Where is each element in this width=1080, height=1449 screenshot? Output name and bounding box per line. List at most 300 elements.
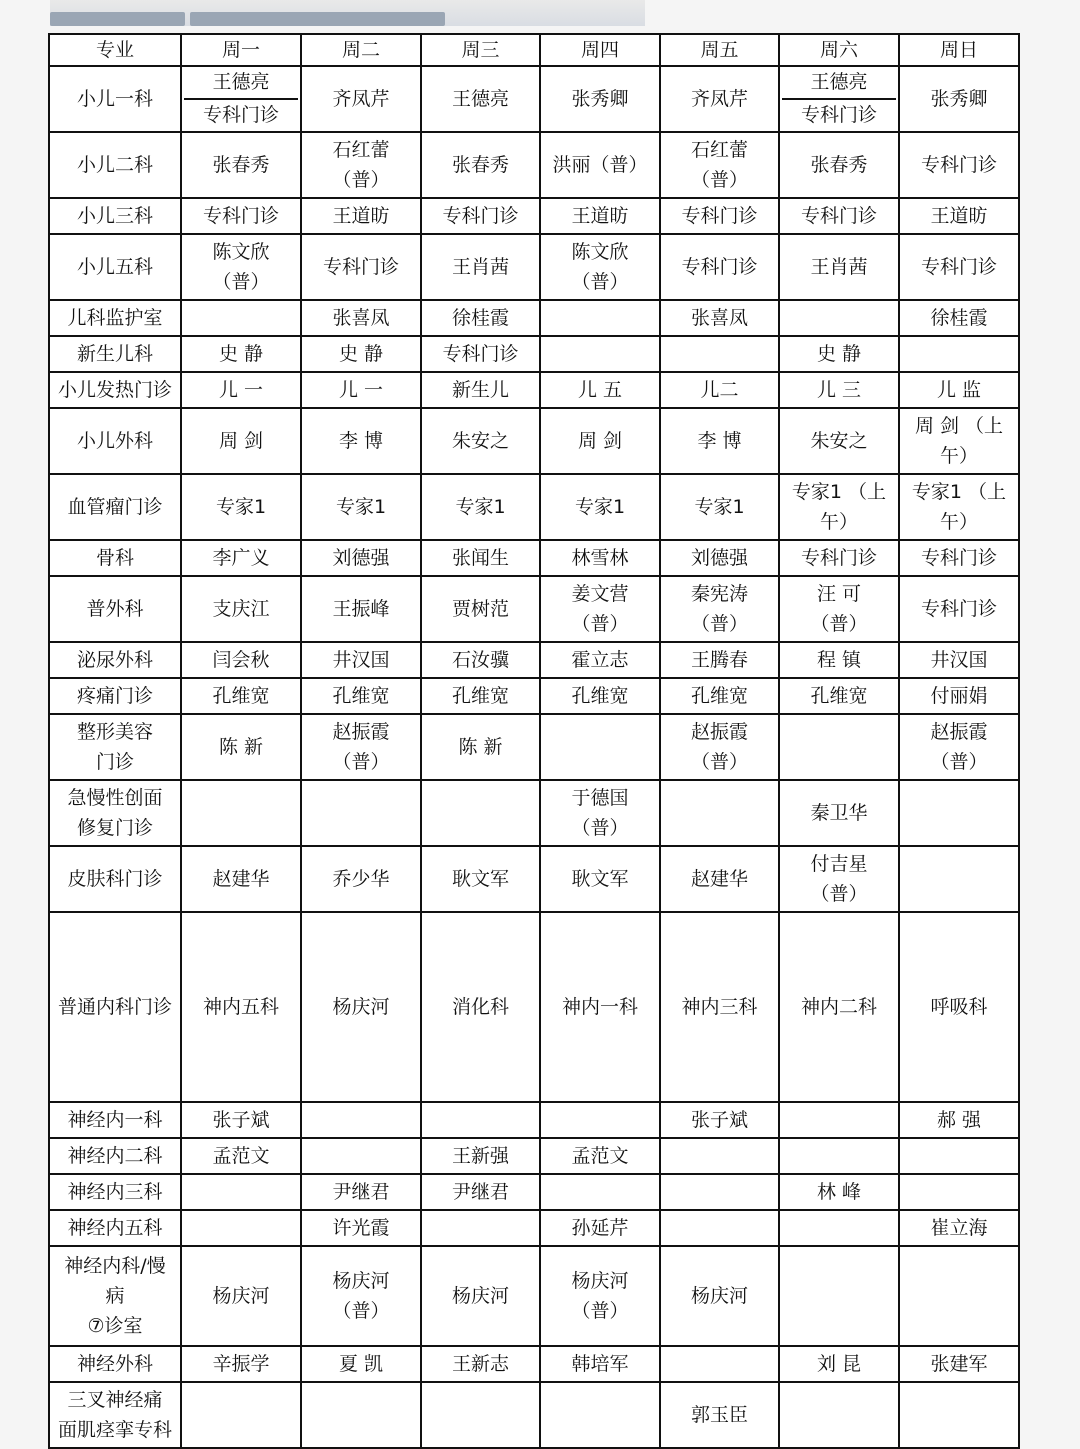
- cell-text: 王肖茜: [451, 256, 509, 278]
- department-name: 三叉神经痛: [67, 1389, 163, 1411]
- schedule-cell: [540, 234, 660, 300]
- department-cell: [49, 540, 181, 576]
- cell-text: 杨庆河: [451, 1285, 509, 1307]
- cell-text: 刘德强: [690, 547, 748, 569]
- cell-text: 专科门诊: [920, 154, 997, 176]
- schedule-cell: [779, 1246, 899, 1346]
- cell-text: 儿 一: [338, 379, 384, 401]
- cell-text: 郝 强: [936, 1109, 982, 1131]
- schedule-cell: [779, 336, 899, 372]
- table-row: [49, 1138, 1019, 1174]
- table-row: [49, 198, 1019, 234]
- header-cell-day: 周日: [899, 34, 1019, 66]
- table-row: [49, 336, 1019, 372]
- cell-text: 霍立志: [571, 649, 629, 671]
- cell-text: 孔维宽: [690, 685, 748, 707]
- schedule-cell: [540, 408, 660, 474]
- cell-text: 专科门诊: [202, 104, 279, 126]
- cell-text: （普）: [571, 817, 629, 839]
- schedule-cell: [181, 780, 301, 846]
- schedule-cell: [540, 198, 660, 234]
- table-row: [49, 300, 1019, 336]
- department-cell: [49, 912, 181, 1102]
- schedule-cell: [540, 1174, 660, 1210]
- schedule-cell: [181, 912, 301, 1102]
- department-cell: [49, 66, 181, 132]
- cell-text: 耿文军: [571, 868, 629, 890]
- cell-text: 午）: [819, 511, 858, 533]
- schedule-cell: [899, 912, 1019, 1102]
- schedule-cell: [301, 540, 421, 576]
- cell-text: 孟范文: [571, 1145, 629, 1167]
- table-row: [49, 912, 1019, 1102]
- schedule-cell: [421, 1246, 540, 1346]
- cell-text: （普）: [212, 271, 270, 293]
- schedule-cell: [779, 1102, 899, 1138]
- department-name: 普通内科门诊: [57, 996, 172, 1018]
- cell-text: 杨庆河: [212, 1285, 270, 1307]
- schedule-cell: [540, 540, 660, 576]
- department-name: 皮肤科门诊: [67, 868, 163, 890]
- cell-text: 郭玉臣: [690, 1404, 748, 1426]
- cell-text: 杨庆河: [332, 1270, 390, 1292]
- cell-text: 王道昉: [930, 205, 988, 227]
- table-row: [49, 780, 1019, 846]
- schedule-cell: [421, 1102, 540, 1138]
- cell-text: 张建军: [930, 1353, 988, 1375]
- cell-text: 专科门诊: [920, 256, 997, 278]
- header-cell-day: 周一: [181, 34, 301, 66]
- cell-text: 于德国: [571, 787, 629, 809]
- cell-text: 孔维宽: [571, 685, 629, 707]
- schedule-cell: [540, 372, 660, 408]
- schedule-cell: [181, 66, 301, 132]
- cell-text: （普）: [690, 751, 748, 773]
- cell-text: （普）: [332, 1300, 390, 1322]
- cell-text: 秦卫华: [810, 802, 868, 824]
- department-name: 小儿二科: [76, 154, 153, 176]
- cell-text: 韩培军: [571, 1353, 629, 1375]
- schedule-cell: [421, 336, 540, 372]
- schedule-cell: [301, 336, 421, 372]
- cell-text: 王道昉: [571, 205, 629, 227]
- cell-text: 史 静: [218, 343, 264, 365]
- schedule-cell: [421, 1210, 540, 1246]
- schedule-cell: [540, 642, 660, 678]
- schedule-cell: [301, 300, 421, 336]
- schedule-cell: [899, 1210, 1019, 1246]
- schedule-cell: [899, 336, 1019, 372]
- schedule-cell: [779, 408, 899, 474]
- cell-text: 井汉国: [332, 649, 390, 671]
- cell-text: 刘 昆: [816, 1353, 862, 1375]
- department-cell: [49, 1210, 181, 1246]
- table-row: [49, 1346, 1019, 1382]
- schedule-cell: [899, 1382, 1019, 1448]
- table-row: [49, 846, 1019, 912]
- department-name: 神经内二科: [67, 1145, 163, 1167]
- schedule-cell: [181, 1346, 301, 1382]
- department-name: 神经内一科: [67, 1109, 163, 1131]
- schedule-cell: [899, 642, 1019, 678]
- schedule-cell: [899, 474, 1019, 540]
- schedule-cell: [421, 66, 540, 132]
- cell-text: 王德亮: [451, 88, 509, 110]
- cell-text: 专科门诊: [800, 104, 877, 126]
- cell-text: （普）: [332, 169, 390, 191]
- schedule-cell: [181, 300, 301, 336]
- cell-text: 汪 可: [816, 583, 862, 605]
- cell-text: 贾树范: [451, 598, 509, 620]
- cell-text: 专家1: [574, 496, 626, 518]
- schedule-cell: [421, 540, 540, 576]
- cell-text: 孔维宽: [810, 685, 868, 707]
- schedule-cell: [779, 1174, 899, 1210]
- cell-text: 专科门诊: [442, 205, 519, 227]
- cell-text: 专科门诊: [202, 205, 279, 227]
- cell-text: 王新志: [451, 1353, 509, 1375]
- department-cell: [49, 576, 181, 642]
- cell-text: 神内五科: [202, 996, 279, 1018]
- cell-text: 程 镇: [816, 649, 862, 671]
- header-cell-day: 周二: [301, 34, 421, 66]
- department-cell: [49, 1346, 181, 1382]
- department-name: 病: [105, 1285, 125, 1307]
- cell-text: 徐桂霞: [451, 307, 509, 329]
- schedule-cell: [301, 372, 421, 408]
- schedule-cell: [899, 234, 1019, 300]
- cell-text: 孔维宽: [212, 685, 270, 707]
- schedule-cell: [181, 336, 301, 372]
- table-row: [49, 576, 1019, 642]
- cell-text: （普）: [332, 751, 390, 773]
- schedule-cell: [899, 1138, 1019, 1174]
- department-cell: [49, 474, 181, 540]
- cell-text: 刘德强: [332, 547, 390, 569]
- schedule-cell: [540, 300, 660, 336]
- cell-text: 林雪林: [571, 547, 629, 569]
- schedule-cell: [779, 714, 899, 780]
- cell-text: 陈文欣: [212, 241, 270, 263]
- cell-text: 神内一科: [561, 996, 638, 1018]
- cell-text: 乔少华: [332, 868, 390, 890]
- cell-text: （普）: [930, 751, 988, 773]
- cell-text: 张喜凤: [690, 307, 748, 329]
- cell-text: 孙延芹: [571, 1217, 629, 1239]
- cell-text: 专科门诊: [800, 547, 877, 569]
- department-name: 神经内科/慢: [64, 1255, 166, 1277]
- cell-text: 朱安之: [810, 430, 868, 452]
- schedule-cell: [660, 1346, 779, 1382]
- schedule-cell: [181, 1382, 301, 1448]
- cell-text: 专科门诊: [681, 256, 758, 278]
- cell-text: 神内三科: [681, 996, 758, 1018]
- schedule-cell: [301, 1210, 421, 1246]
- schedule-cell: [301, 642, 421, 678]
- department-name: 小儿发热门诊: [57, 379, 172, 401]
- schedule-cell: [301, 1346, 421, 1382]
- cell-text: 许光霞: [332, 1217, 390, 1239]
- schedule-cell: [181, 846, 301, 912]
- cell-text: 石红蕾: [690, 139, 748, 161]
- cell-text: （普）: [810, 883, 868, 905]
- schedule-cell: [540, 1102, 660, 1138]
- table-row: [49, 642, 1019, 678]
- cell-text: 专家1: [694, 496, 745, 518]
- department-name: ⑦诊室: [87, 1315, 143, 1337]
- schedule-cell: [660, 714, 779, 780]
- schedule-cell: [301, 1174, 421, 1210]
- cell-text: 杨庆河: [332, 996, 390, 1018]
- schedule-cell: [779, 576, 899, 642]
- schedule-cell: [899, 540, 1019, 576]
- schedule-cell: [421, 300, 540, 336]
- cell-text: 专家1 （上: [791, 481, 887, 503]
- cell-text: 儿 三: [816, 379, 862, 401]
- schedule-cell: [301, 234, 421, 300]
- schedule-cell: [779, 300, 899, 336]
- department-cell: [49, 1246, 181, 1346]
- schedule-cell: [421, 132, 540, 198]
- cell-text: 午）: [939, 511, 978, 533]
- department-cell: [49, 1382, 181, 1448]
- schedule-cell: [540, 714, 660, 780]
- header-cell-day: 周四: [540, 34, 660, 66]
- schedule-cell: [540, 780, 660, 846]
- cell-text: 王德亮: [782, 67, 896, 100]
- cell-text: 孟范文: [212, 1145, 270, 1167]
- schedule-cell: [899, 372, 1019, 408]
- schedule-cell: [181, 678, 301, 714]
- schedule-cell: [779, 372, 899, 408]
- cell-text: 张子斌: [212, 1109, 270, 1131]
- schedule-cell: [779, 66, 899, 132]
- table-row: [49, 1382, 1019, 1448]
- schedule-cell: [540, 336, 660, 372]
- department-cell: [49, 234, 181, 300]
- table-row: [49, 474, 1019, 540]
- schedule-cell: [301, 66, 421, 132]
- cell-text: 崔立海: [930, 1217, 988, 1239]
- schedule-cell: [540, 576, 660, 642]
- department-cell: [49, 198, 181, 234]
- table-row: [49, 1210, 1019, 1246]
- cell-text: 专科门诊: [681, 205, 758, 227]
- cell-text: 张子斌: [690, 1109, 748, 1131]
- cell-text: 张春秀: [212, 154, 270, 176]
- header-cell-day: 周三: [421, 34, 540, 66]
- header-row: [49, 34, 1019, 66]
- cell-text: 专科门诊: [800, 205, 877, 227]
- cell-text: 专科门诊: [920, 547, 997, 569]
- cell-text: 张喜凤: [332, 307, 390, 329]
- table-row: [49, 1246, 1019, 1346]
- schedule-cell: [779, 474, 899, 540]
- cell-text: 儿 五: [577, 379, 623, 401]
- schedule-cell: [181, 234, 301, 300]
- cell-text: 尹继君: [332, 1181, 390, 1203]
- cell-text: 陈文欣: [571, 241, 629, 263]
- cell-text: 专家1: [335, 496, 387, 518]
- department-cell: [49, 846, 181, 912]
- cell-text: 消化科: [451, 996, 509, 1018]
- schedule-cell: [540, 846, 660, 912]
- schedule-cell: [301, 846, 421, 912]
- table-row: [49, 1102, 1019, 1138]
- schedule-cell: [421, 1174, 540, 1210]
- header-cell-dept: 专业: [49, 34, 181, 66]
- schedule-cell: [540, 66, 660, 132]
- schedule-cell: [181, 132, 301, 198]
- schedule-cell: [540, 1246, 660, 1346]
- department-name: 修复门诊: [76, 817, 153, 839]
- cell-text: 史 静: [816, 343, 862, 365]
- cell-text: （普）: [690, 169, 748, 191]
- department-name: 神经外科: [76, 1353, 153, 1375]
- cell-text: 张春秀: [451, 154, 509, 176]
- schedule-cell: [660, 372, 779, 408]
- department-name: 门诊: [95, 751, 134, 773]
- schedule-cell: [421, 234, 540, 300]
- schedule-cell: [540, 678, 660, 714]
- cell-text: 赵建华: [212, 868, 270, 890]
- header-cell-day: 周六: [779, 34, 899, 66]
- schedule-cell: [660, 1382, 779, 1448]
- schedule-cell: [660, 198, 779, 234]
- schedule-cell: [181, 198, 301, 234]
- department-name: 骨科: [95, 547, 134, 569]
- cell-text: 陈 新: [218, 736, 264, 758]
- schedule-cell: [301, 714, 421, 780]
- schedule-cell: [899, 1246, 1019, 1346]
- schedule-cell: [899, 66, 1019, 132]
- schedule-cell: [301, 408, 421, 474]
- cell-text: 赵振霞: [690, 721, 748, 743]
- department-name: 小儿外科: [76, 430, 153, 452]
- schedule-cell: [181, 714, 301, 780]
- schedule-cell: [899, 780, 1019, 846]
- schedule-cell: [899, 300, 1019, 336]
- schedule-cell: [660, 1138, 779, 1174]
- cell-text: （普）: [571, 271, 629, 293]
- schedule-cell: [421, 1382, 540, 1448]
- schedule-cell: [540, 1382, 660, 1448]
- schedule-cell: [301, 1138, 421, 1174]
- cell-text: 徐桂霞: [930, 307, 988, 329]
- schedule-cell: [660, 408, 779, 474]
- schedule-cell: [899, 846, 1019, 912]
- schedule-cell: [660, 642, 779, 678]
- schedule-cell: [899, 1102, 1019, 1138]
- schedule-cell: [421, 846, 540, 912]
- cell-text: 张闻生: [451, 547, 509, 569]
- cell-text: 闫会秋: [212, 649, 270, 671]
- schedule-cell: [779, 234, 899, 300]
- cell-text: 赵振霞: [930, 721, 988, 743]
- cell-text: 杨庆河: [690, 1285, 748, 1307]
- schedule-cell: [181, 576, 301, 642]
- schedule-cell: [421, 1346, 540, 1382]
- schedule-cell: [779, 780, 899, 846]
- cell-text: 李 博: [697, 430, 742, 452]
- schedule-cell: [660, 846, 779, 912]
- schedule-cell: [779, 540, 899, 576]
- clinic-schedule-table: [48, 33, 1020, 1449]
- cell-text: 王德亮: [184, 67, 298, 100]
- schedule-cell: [779, 642, 899, 678]
- department-name: 儿科监护室: [67, 307, 163, 329]
- cell-text: 儿二: [700, 379, 739, 401]
- cell-text: 孔维宽: [451, 685, 509, 707]
- cell-text: 石汝骥: [451, 649, 509, 671]
- department-cell: [49, 336, 181, 372]
- table-row: [49, 234, 1019, 300]
- department-name: 神经内五科: [67, 1217, 163, 1239]
- schedule-cell: [899, 678, 1019, 714]
- cell-text: （普）: [571, 1300, 629, 1322]
- cell-text: 杨庆河: [571, 1270, 629, 1292]
- schedule-cell: [301, 576, 421, 642]
- schedule-cell: [779, 1382, 899, 1448]
- schedule-cell: [301, 1382, 421, 1448]
- schedule-cell: [181, 408, 301, 474]
- cell-text: 秦宪涛: [690, 583, 748, 605]
- schedule-cell: [421, 474, 540, 540]
- table-row: [49, 714, 1019, 780]
- schedule-cell: [899, 198, 1019, 234]
- cell-text: 王振峰: [332, 598, 390, 620]
- schedule-cell: [779, 1210, 899, 1246]
- cell-text: 张秀卿: [571, 88, 629, 110]
- department-name: 急慢性创面: [67, 787, 163, 809]
- schedule-cell: [181, 540, 301, 576]
- cell-text: 李广义: [212, 547, 270, 569]
- cell-text: 王肖茜: [810, 256, 868, 278]
- schedule-cell: [421, 408, 540, 474]
- cell-text: 李 博: [338, 430, 384, 452]
- table-row: [49, 372, 1019, 408]
- schedule-cell: [899, 576, 1019, 642]
- table-row: [49, 408, 1019, 474]
- department-cell: [49, 372, 181, 408]
- cell-text: 王新强: [451, 1145, 509, 1167]
- department-cell: [49, 1102, 181, 1138]
- cell-text: 付吉星: [810, 853, 868, 875]
- cell-text: 支庆江: [212, 598, 270, 620]
- cell-text: 专家1: [215, 496, 267, 518]
- department-cell: [49, 1138, 181, 1174]
- schedule-cell: [181, 1210, 301, 1246]
- department-cell: [49, 1174, 181, 1210]
- cell-text: 齐凤芹: [332, 88, 390, 110]
- schedule-cell: [660, 474, 779, 540]
- schedule-cell: [421, 912, 540, 1102]
- cell-text: 林 峰: [816, 1181, 862, 1203]
- schedule-cell: [899, 1174, 1019, 1210]
- schedule-cell: [301, 780, 421, 846]
- department-name: 整形美容: [76, 721, 153, 743]
- schedule-cell: [540, 912, 660, 1102]
- cell-text: （普）: [810, 613, 868, 635]
- schedule-cell: [181, 1138, 301, 1174]
- schedule-cell: [660, 1102, 779, 1138]
- cell-text: 夏 凯: [338, 1353, 384, 1375]
- cell-text: 王腾春: [690, 649, 748, 671]
- schedule-cell: [660, 300, 779, 336]
- cell-text: （普）: [571, 613, 629, 635]
- cell-text: 新生儿: [451, 379, 509, 401]
- schedule-cell: [779, 1346, 899, 1382]
